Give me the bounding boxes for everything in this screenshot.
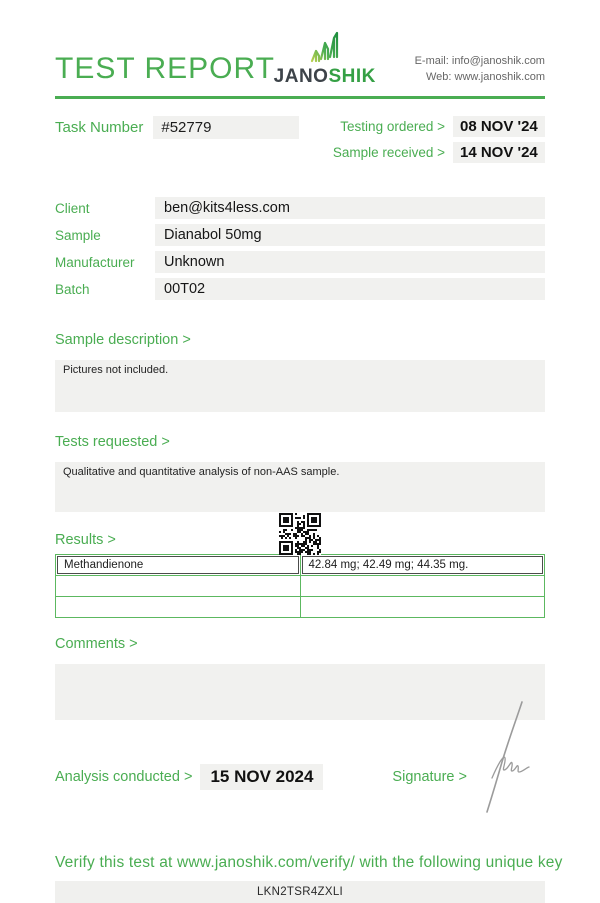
email-value: info@janoshik.com bbox=[451, 55, 545, 68]
testing-ordered-label: Testing ordered > bbox=[340, 119, 445, 134]
testing-ordered-value: 08 NOV '24 bbox=[453, 116, 545, 137]
web-line bbox=[415, 70, 545, 86]
substance-cell: Methandienone bbox=[57, 556, 299, 574]
verify-text: Verify this test at www.janoshik.com/verify/ with the following unique key bbox=[55, 854, 563, 871]
results-table bbox=[55, 554, 545, 618]
results-header bbox=[55, 512, 545, 554]
contact-info bbox=[415, 54, 545, 86]
detail-row-batch bbox=[55, 278, 545, 300]
client-value: ben@kits4less.com bbox=[155, 197, 545, 219]
client-label: Client bbox=[55, 200, 90, 216]
manufacturer-label: Manufacturer bbox=[55, 254, 135, 270]
results-heading: Results > bbox=[55, 532, 116, 548]
signature-label: Signature > bbox=[392, 769, 467, 785]
logo-jano: JANO bbox=[273, 66, 329, 87]
qr-code bbox=[279, 513, 321, 555]
result-cell bbox=[302, 577, 544, 595]
page-title: TEST REPORT bbox=[55, 52, 275, 85]
comments-box bbox=[55, 664, 545, 720]
sample-details bbox=[55, 197, 545, 300]
tests-requested-heading: Tests requested > bbox=[55, 434, 170, 450]
email-label: E-mail: bbox=[414, 55, 449, 68]
analysis-conducted-label: Analysis conducted > bbox=[55, 769, 193, 785]
detail-row-client bbox=[55, 197, 545, 219]
tests-requested-box: Qualitative and quantitative analysis of non-AAS sample. bbox=[55, 462, 545, 512]
web-label: Web: bbox=[425, 71, 452, 84]
growth-chart-icon bbox=[307, 30, 343, 66]
sample-description-heading: Sample description > bbox=[55, 332, 191, 348]
janoshik-logo bbox=[274, 30, 376, 86]
report-header bbox=[0, 0, 600, 96]
email-line bbox=[415, 54, 545, 70]
signature-image bbox=[478, 698, 534, 816]
detail-row-sample bbox=[55, 224, 545, 246]
logo-shik: SHIK bbox=[328, 66, 376, 87]
bottom-row bbox=[55, 764, 545, 790]
analysis-conducted bbox=[55, 764, 323, 790]
sample-received-value: 14 NOV '24 bbox=[453, 142, 545, 163]
sample-description-box: Pictures not included. bbox=[55, 360, 545, 412]
unique-key: LKN2TSR4ZXLI bbox=[55, 881, 545, 903]
sample-received-row bbox=[333, 142, 545, 163]
sample-value: Dianabol 50mg bbox=[155, 224, 545, 246]
header-divider bbox=[55, 96, 545, 99]
task-number bbox=[55, 116, 299, 139]
substance-cell bbox=[57, 577, 299, 595]
date-fields bbox=[333, 116, 545, 163]
detail-row-manufacturer bbox=[55, 251, 545, 273]
substance-cell bbox=[57, 598, 299, 616]
testing-ordered-row bbox=[333, 116, 545, 137]
table-row bbox=[56, 597, 545, 618]
web-value: www.janoshik.com bbox=[454, 71, 545, 84]
batch-label: Batch bbox=[55, 281, 90, 297]
batch-value: 00T02 bbox=[155, 278, 545, 300]
logo-wordmark bbox=[274, 67, 376, 86]
meta-row bbox=[55, 116, 545, 163]
result-cell bbox=[302, 598, 544, 616]
result-cell: 42.84 mg; 42.49 mg; 44.35 mg. bbox=[302, 556, 544, 574]
table-row bbox=[56, 555, 545, 576]
table-row bbox=[56, 576, 545, 597]
sample-received-label: Sample received > bbox=[332, 145, 445, 160]
task-number-value: #52779 bbox=[153, 116, 299, 139]
task-number-label: Task Number bbox=[55, 119, 144, 136]
sample-label: Sample bbox=[55, 227, 101, 243]
analysis-conducted-value: 15 NOV 2024 bbox=[200, 764, 323, 790]
manufacturer-value: Unknown bbox=[155, 251, 545, 273]
comments-heading: Comments > bbox=[55, 636, 138, 652]
